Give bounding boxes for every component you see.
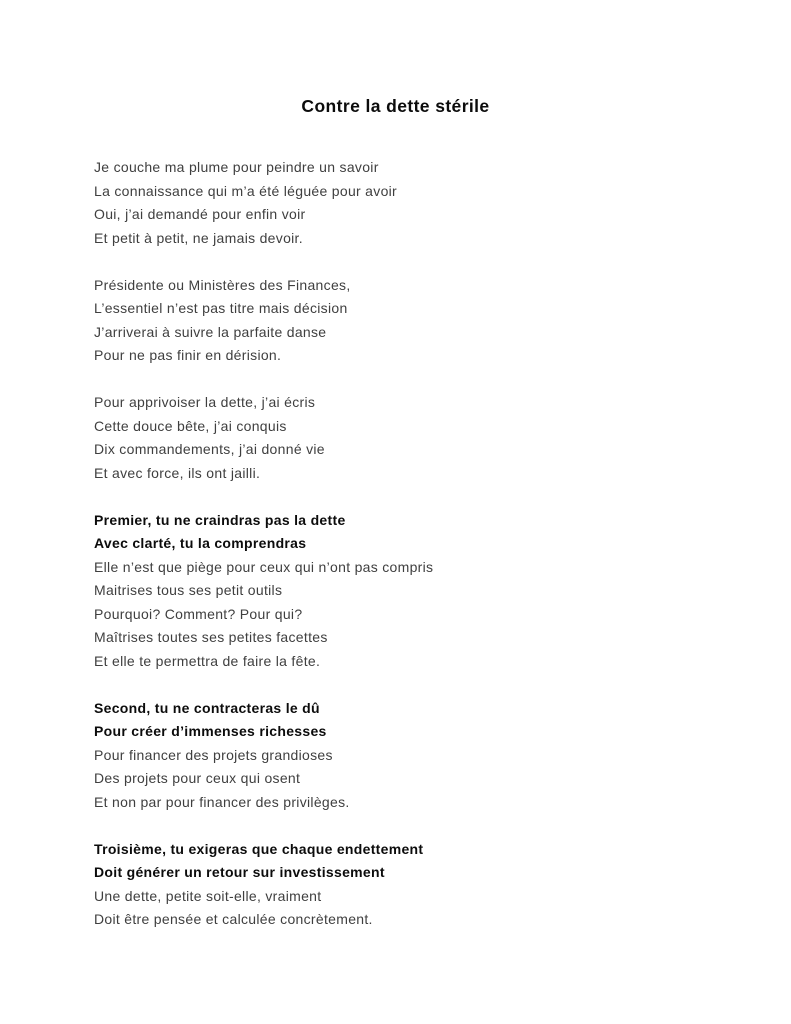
stanza-2 [94, 274, 741, 368]
poem-line: Maîtrises toutes ses petites facettes [94, 629, 328, 645]
poem-line: Avec clarté, tu la comprendras [94, 535, 307, 551]
stanza-6 [94, 838, 741, 932]
poem-line: Doit être pensée et calculée concrètement. [94, 911, 373, 927]
poem-line: Et elle te permettra de faire la fête. [94, 652, 321, 669]
poem-line: Dix commandements, j’ai donné vie [94, 441, 325, 457]
poem-line: Pour financer des projets grandioses [94, 746, 333, 763]
poem-body [94, 156, 741, 955]
poem-line: Des projets pour ceux qui osent [94, 770, 301, 786]
poem-line: Elle n’est que piège pour ceux qui n’ont pas compris [94, 558, 434, 575]
poem-line: Second, tu ne contracteras le dû [94, 699, 320, 716]
poem-title: Contre la dette stérile [301, 96, 490, 116]
stanza-3 [94, 391, 741, 485]
poem-line: J’arriverai à suivre la parfaite danse [94, 323, 327, 340]
poem-line: Doit générer un retour sur investissement [94, 864, 385, 880]
stanza-5 [94, 697, 741, 815]
stanza-4 [94, 509, 741, 674]
poem-line: Pour créer d’immenses richesses [94, 723, 327, 739]
poem-line: Une dette, petite soit-elle, vraiment [94, 887, 322, 904]
poem-line: Oui, j’ai demandé pour enfin voir [94, 206, 306, 222]
poem-line: Maitrises tous ses petit outils [94, 582, 283, 598]
poem-line: Présidente ou Ministères des Finances, [94, 276, 351, 293]
poem-line: Cette douce bête, j’ai conquis [94, 417, 287, 434]
poem-line: Et non par pour financer des privilèges. [94, 793, 350, 810]
poem-line: Pour apprivoiser la dette, j’ai écris [94, 394, 316, 410]
poem-line: Pourquoi? Comment? Pour qui? [94, 605, 303, 622]
poem-line: La connaissance qui m’a été léguée pour avoir [94, 182, 398, 199]
poem-line: L’essentiel n’est pas titre mais décision [94, 300, 348, 316]
poem-line: Premier, tu ne craindras pas la dette [94, 511, 346, 528]
poem-line: Troisième, tu exigeras que chaque endettement [94, 840, 424, 857]
poem-line: Je couche ma plume pour peindre un savoir [94, 159, 379, 175]
poem-line: Et avec force, ils ont jailli. [94, 464, 261, 481]
poem-line: Et petit à petit, ne jamais devoir. [94, 229, 303, 246]
poem-line: Pour ne pas finir en dérision. [94, 347, 282, 363]
stanza-1 [94, 156, 741, 250]
